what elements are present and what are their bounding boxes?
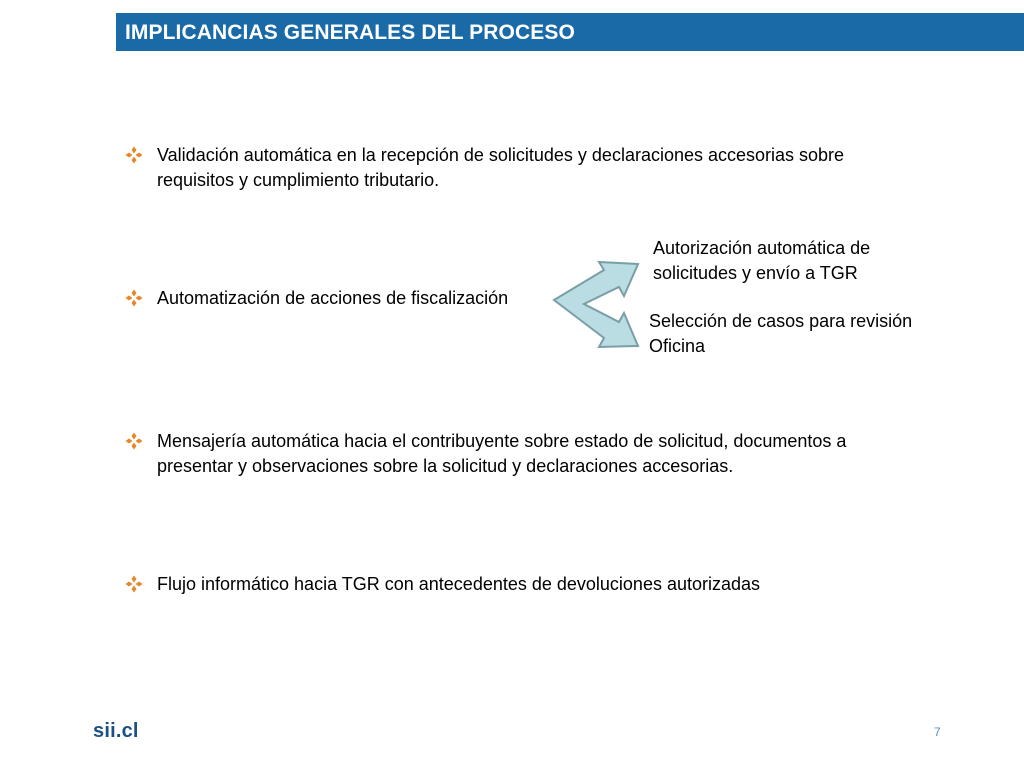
branch-upper-text — [653, 236, 870, 286]
branch-line: Autorización automática de — [653, 238, 871, 258]
bullet-text — [157, 572, 760, 597]
bullet-line: Automatización de acciones de fiscalización — [157, 288, 509, 308]
diamond-bullet-icon — [125, 575, 143, 593]
bullet-line: Mensajería automática hacia el contribuyente sobre estado de solicitud, documentos a — [157, 431, 847, 451]
branch-line: solicitudes y envío a TGR — [653, 263, 858, 283]
branch-line: Selección de casos para revisión — [649, 311, 913, 331]
page-number: 7 — [934, 725, 941, 739]
two-way-branch-arrow-icon — [552, 256, 644, 352]
diamond-bullet-icon — [125, 432, 143, 450]
bullet-text — [157, 143, 844, 193]
bullet-line: presentar y observaciones sobre la solicitud y declaraciones accesorias. — [157, 456, 734, 476]
branch-lower-text — [649, 309, 912, 359]
bullet-text — [157, 286, 508, 311]
bullet-line: Validación automática en la recepción de solicitudes y declaraciones accesorias sobre — [157, 145, 845, 165]
title-bar — [116, 13, 1024, 51]
bullet-line: Flujo informático hacia TGR con antecedentes de devoluciones autorizadas — [157, 574, 761, 594]
diamond-bullet-icon — [125, 289, 143, 307]
sii-logo: sii.cl — [93, 720, 139, 742]
diamond-bullet-icon — [125, 146, 143, 164]
branch-line: Oficina — [649, 336, 706, 356]
bullet-line: requisitos y cumplimiento tributario. — [157, 170, 440, 190]
page-title: IMPLICANCIAS GENERALES DEL PROCESO — [125, 21, 575, 44]
bullet-text — [157, 429, 846, 479]
